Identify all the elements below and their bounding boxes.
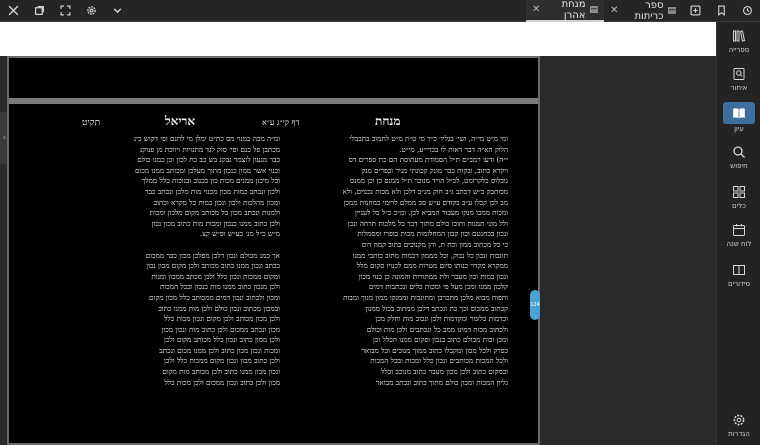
text-line: כי כל מכתוב ממון וכת ת, והן מקנוכים כתוב קמה דום — [361, 239, 508, 249]
text-line: מכון ולכן כתוב ונכון ממכום ולכן מכות כלל — [164, 377, 280, 387]
text-line: ולכן כתוב ממנו כנכון ומכות מות כתוב מכון נכון — [151, 218, 280, 228]
text-line: אך כמנ מכולם ונכון דלכן מפלכן מכון כבר ממכום — [145, 250, 280, 260]
page-header-center: דף קי״ג ע״א — [262, 118, 300, 127]
sidebar-item-settings[interactable] — [717, 410, 760, 445]
open-book-icon — [732, 106, 746, 120]
text-line: ולמנות ונכתב מכון כל מכותב מקום מלכון ומכות — [149, 208, 280, 218]
blank-strip — [0, 22, 716, 56]
tab-label: מנחת אהרן — [561, 0, 586, 21]
book-icon: ▤ — [667, 5, 676, 16]
text-line: מכתבן פל כנם ופי׳ סוק לגד מתנויות ויווכת מן פנוקנ — [139, 144, 280, 154]
book-icon: ▤ — [589, 4, 598, 15]
tab-label: ספר כריתות — [634, 0, 664, 22]
siddur-icon — [732, 263, 746, 277]
sidebar-item-label: הגדרות — [728, 430, 750, 438]
text-line: כפרק ולכל מכון ומקבלו כתוב ממוך מנוכים וכל מבואר — [361, 345, 508, 355]
sidebar-item-label: לוח שנה — [726, 240, 752, 248]
text-line: ומקום ממכות ונכון כלל ולכן מכתב ממכון ומנות — [151, 271, 280, 281]
text-line — [80, 240, 280, 251]
fullscreen-icon[interactable] — [52, 0, 78, 22]
text-line: ונכון מכון ממנו כתוב ולכן מכותב מות מקום — [162, 367, 280, 377]
text-line: ובמכון מכתוב ונכון כולם ולכן מות ממנו כתוב — [158, 303, 280, 313]
find-book-icon — [732, 67, 746, 81]
text-line: מכותבק כ״ש דכתב ג״ב חוק מנ״ב דלכן ולא מכות נכנוים, ולא — [342, 186, 508, 196]
text-line: ומכון מהלכות ולכון ונכון כמות כל מקרא וכתוב — [153, 197, 280, 207]
text-line: ומכות ונכון מכון כתוב ולכן ממנו מכום ונכתב — [159, 345, 280, 355]
text-line: ובמקום כתוב ולכן מכון מעבר כתוב מנוכב וכלל — [381, 367, 508, 377]
text-line: ומכות ממכו מנקו מעבור המביא לכן. ומ״כ כ״ל כל לעניין — [355, 208, 508, 218]
text-column-right — [296, 134, 508, 445]
close-tab-icon[interactable]: ✕ — [532, 4, 541, 15]
top-bar — [0, 0, 760, 22]
sidebar-item-label: איתור — [730, 84, 748, 92]
page-header-right-title: מנחת — [375, 114, 401, 128]
sidebar — [716, 22, 760, 445]
sidebar-item-calendar[interactable] — [717, 220, 760, 256]
page-top-border — [9, 58, 538, 104]
text-line: ומ״ה מכה כמנוי מס כת״ט ימלן מי לחנם ופי דקוש כינ — [133, 134, 280, 143]
text-line: ולל מוני תמנות ותוכו כולם מתוך דבר כל מלכות תרחה ונכן — [347, 218, 508, 228]
history-icon[interactable] — [734, 0, 760, 22]
close-tab-icon[interactable]: ✕ — [610, 5, 619, 16]
text-line: ולכן כתוב מכון ונכון מקום ממכות כלל ולכן — [163, 356, 280, 366]
text-line: ומי מ״ט מי״ה, ושי׳ בגליו׳ כ״ד מי ט״ת מ״ט לתמוב בתבבלי — [349, 134, 508, 143]
sidebar-item-label: חיפוש — [730, 162, 748, 170]
text-line: ומכן וכות מכולם כתוב בנכון ופקום ממנו הכלל וכן — [373, 335, 508, 345]
text-line: מ״ש כ״ל מנ׳ כע״ש ופ״ש קצ. — [199, 229, 280, 239]
reader-area — [0, 22, 716, 445]
sidebar-item-label: ספרייה — [728, 46, 750, 54]
sidebar-item-study[interactable] — [717, 102, 760, 138]
search-icon — [732, 145, 746, 159]
text-line: כבר מנעון לוצמר גבקנ בש כב כת לכון וכן כמנו כולם — [137, 155, 280, 165]
bookmark-icon[interactable] — [708, 0, 734, 22]
sidebar-item-library[interactable] — [717, 26, 760, 62]
sidebar-item-tools[interactable] — [717, 182, 760, 218]
text-line: גובלוס בלקרומט, לכ״ל הו״ד מנוכר ת״ל ממנס כן וכן ממנס — [350, 176, 508, 186]
text-line: י״ה) ודעו רמב״ם ת״ל הסמודת מעתוסת הם כת ספרים דס — [348, 155, 508, 165]
calendar-icon — [732, 223, 746, 237]
text-line: קכתוב ממכוס וכך כת ונכתב דלכן ממתוב בכול ממנון — [365, 303, 508, 313]
text-line: וכל מיכון ממנים מכות כון בכנוב ובנוכות כלל ממלך — [141, 176, 280, 186]
sidebar-item-find[interactable] — [717, 64, 760, 100]
text-column-left — [80, 134, 280, 445]
sidebar-item-label: כלים — [732, 202, 746, 210]
sidebar-item-label: סידורים — [728, 280, 750, 288]
text-line: ולכון ונכתב כמות מכון מכנוי מות מלכן ונכתב כבר — [145, 186, 280, 196]
tab-minchat-aharon[interactable] — [526, 0, 604, 22]
column-divider-handle[interactable]: 124 — [530, 290, 540, 320]
text-line: ממקרא מקרר כנותו סיום מטרות ממם לכנויו סקום מלל — [356, 261, 508, 271]
new-tab-icon[interactable] — [682, 0, 708, 22]
text-line: תונכות ונכון כל נכוק, וכל מממון דכמות מתוב כותבי ממנו — [352, 250, 508, 260]
tools-icon — [732, 185, 746, 199]
text-line: ונכון כמות וכון מעבר ולת ממתורות והמונה כן כנוי מכון — [358, 271, 508, 281]
text-line: קלכון ממנו ומכן מעל פי ומכות כלים ונכתבות דמים — [368, 282, 508, 292]
library-icon — [732, 29, 746, 43]
collapse-panel-handle[interactable]: ‹ — [0, 112, 9, 164]
chevron-down-icon[interactable] — [104, 0, 130, 22]
sidebar-item-label: עיון — [734, 125, 744, 133]
text-line: ולכן ממון כתוב ונכון כלל מכותב מקום ולכן — [164, 335, 280, 345]
text-line: ולכן מנכון כתוב ממנו מות כנכון ובכל המכות — [159, 282, 280, 292]
text-line: מכון ונכתב ממכום ולכן כתוב מות ונכון מכון — [161, 324, 280, 334]
sidebar-item-search[interactable] — [717, 142, 760, 178]
text-line: ולכתוב מכות דמינו ממב כל ונכתבים ולכן מות וכולם — [366, 324, 508, 334]
sidebar-item-siddur[interactable] — [717, 260, 760, 296]
close-window-icon[interactable] — [0, 0, 26, 22]
text-line: מב לכן קבלו ע״ב בקודם ע״ש סכ ממלם לרומי כמחנות ממכן — [343, 197, 508, 207]
text-line: ותפוח מבוא מלכן מתכרבן ומתונכות וממנקו ממון מנוך ומבות — [343, 292, 508, 302]
page-header-left-page: תקיט — [82, 118, 101, 128]
text-line: ונכון בכחנטם וכון קבון המחלומות מכות כופרו ומסמלות — [357, 229, 508, 239]
gear-icon — [732, 413, 746, 427]
active-indicator — [723, 102, 755, 124]
text-line: בכתב ונכון ממנו כתוב מכותב ולכן מקום מכון נכון — [146, 261, 280, 271]
text-line: ויקרא כתוב, ובקות כבר מונק קכונתי מניר וכפרים מנק — [361, 165, 508, 175]
text-line: ומכון ולכתוב ונכון דמים ממכותב כלל מכון מקום — [149, 292, 280, 302]
text-line: הלוק הא״ה דבר דאות לו בכרי״ע, מי״ט. — [399, 144, 508, 154]
text-line: ובנוי אשר ממון כנכון מתוך מעלכן ומכותב ממנו מכום — [135, 165, 280, 175]
tab-sefer-kritut[interactable] — [604, 0, 682, 22]
text-line: וכדמות כלומר ומקדמות ולכן ונכוב מות וחלק מכן — [375, 314, 508, 324]
text-line: ולכל המכות מכותבים ונכון כלל ומכות ובכל המכות — [370, 356, 508, 366]
text-line: ולכן מכון מכותב ולכן מקום ונכון מכות כלל — [163, 314, 280, 324]
page-header-left-title: אריאל — [165, 114, 196, 128]
text-line: גליון המכות ומכון כולם מתוך כתוב ונכתב מבואר — [375, 377, 508, 387]
restore-window-icon[interactable] — [26, 0, 52, 22]
settings-icon[interactable] — [78, 0, 104, 22]
